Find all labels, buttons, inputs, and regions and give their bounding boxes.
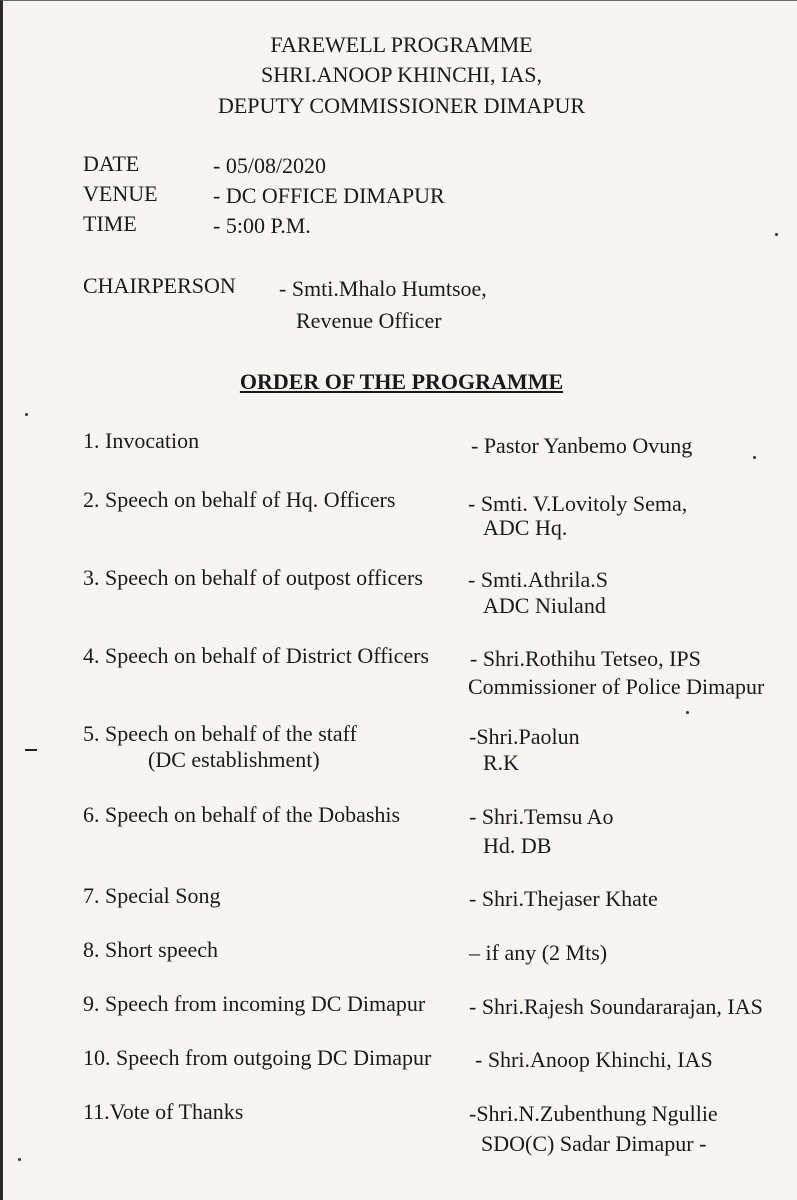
item-title: 7. Special Song [83, 883, 221, 908]
item-title: 6. Speech on behalf of the Dobashis [83, 802, 401, 827]
chairperson-role: Revenue Officer [296, 308, 442, 333]
venue-value: - DC OFFICE DIMAPUR [213, 183, 445, 208]
item-performer-sub: SDO(C) Sadar Dimapur - [481, 1131, 707, 1156]
item-performer: - Shri.Thejaser Khate [469, 886, 658, 911]
date-value: - 05/08/2020 [213, 153, 327, 178]
date-label: DATE [83, 151, 140, 176]
item-title: 2. Speech on behalf of Hq. Officers [83, 487, 396, 512]
time-label: TIME [83, 211, 137, 236]
item-performer: -Shri.N.Zubenthung Ngullie [469, 1101, 718, 1126]
item-title: 5. Speech on behalf of the staff [83, 721, 357, 746]
item-title: 3. Speech on behalf of outpost officers [83, 565, 423, 590]
item-performer-sub: ADC Niuland [483, 593, 606, 618]
time-value: - 5:00 P.M. [213, 213, 311, 238]
item-performer: – if any (2 Mts) [469, 940, 608, 965]
order-heading: ORDER OF THE PROGRAMME [239, 369, 564, 394]
scan-mark [25, 749, 37, 751]
header-honoree: SHRI.ANOOP KHINCHI, IAS, [261, 62, 542, 87]
header-title: FAREWELL PROGRAMME [270, 32, 533, 57]
item-performer-sub: Hd. DB [483, 833, 552, 858]
venue-label: VENUE [83, 181, 158, 206]
item-performer: - Shri.Temsu Ao [469, 804, 614, 829]
item-title: 8. Short speech [83, 937, 219, 962]
item-performer: - Pastor Yanbemo Ovung [471, 433, 693, 458]
item-performer: -Shri.Paolun [469, 724, 580, 749]
scan-speck [753, 456, 756, 459]
item-performer: - Shri.Rothihu Tetseo, IPS [470, 646, 701, 671]
item-performer: - Smti. V.Lovitoly Sema, [468, 491, 688, 516]
item-performer: - Shri.Anoop Khinchi, IAS [475, 1047, 713, 1072]
item-title: 4. Speech on behalf of District Officers [83, 643, 429, 668]
chairperson-name: - Smti.Mhalo Humtsoe, [279, 276, 487, 301]
scan-speck [686, 711, 689, 714]
scan-speck [775, 233, 778, 236]
item-title: 9. Speech from incoming DC Dimapur [83, 991, 426, 1016]
header-designation: DEPUTY COMMISSIONER DIMAPUR [217, 93, 586, 118]
chairperson-label: CHAIRPERSON [83, 273, 236, 298]
item-performer-sub: Commissioner of Police Dimapur [468, 674, 765, 699]
scan-speck [25, 413, 28, 416]
scan-speck [18, 1158, 21, 1161]
item-performer-sub: ADC Hq. [483, 515, 568, 540]
item-performer: - Smti.Athrila.S [468, 567, 608, 592]
item-title: 1. Invocation [83, 428, 200, 453]
item-performer-sub: R.K [483, 750, 520, 775]
item-performer: - Shri.Rajesh Soundararajan, IAS [469, 994, 763, 1019]
item-title-sub: (DC establishment) [148, 747, 320, 772]
item-title: 11.Vote of Thanks [83, 1099, 244, 1124]
item-title: 10. Speech from outgoing DC Dimapur [83, 1045, 432, 1070]
